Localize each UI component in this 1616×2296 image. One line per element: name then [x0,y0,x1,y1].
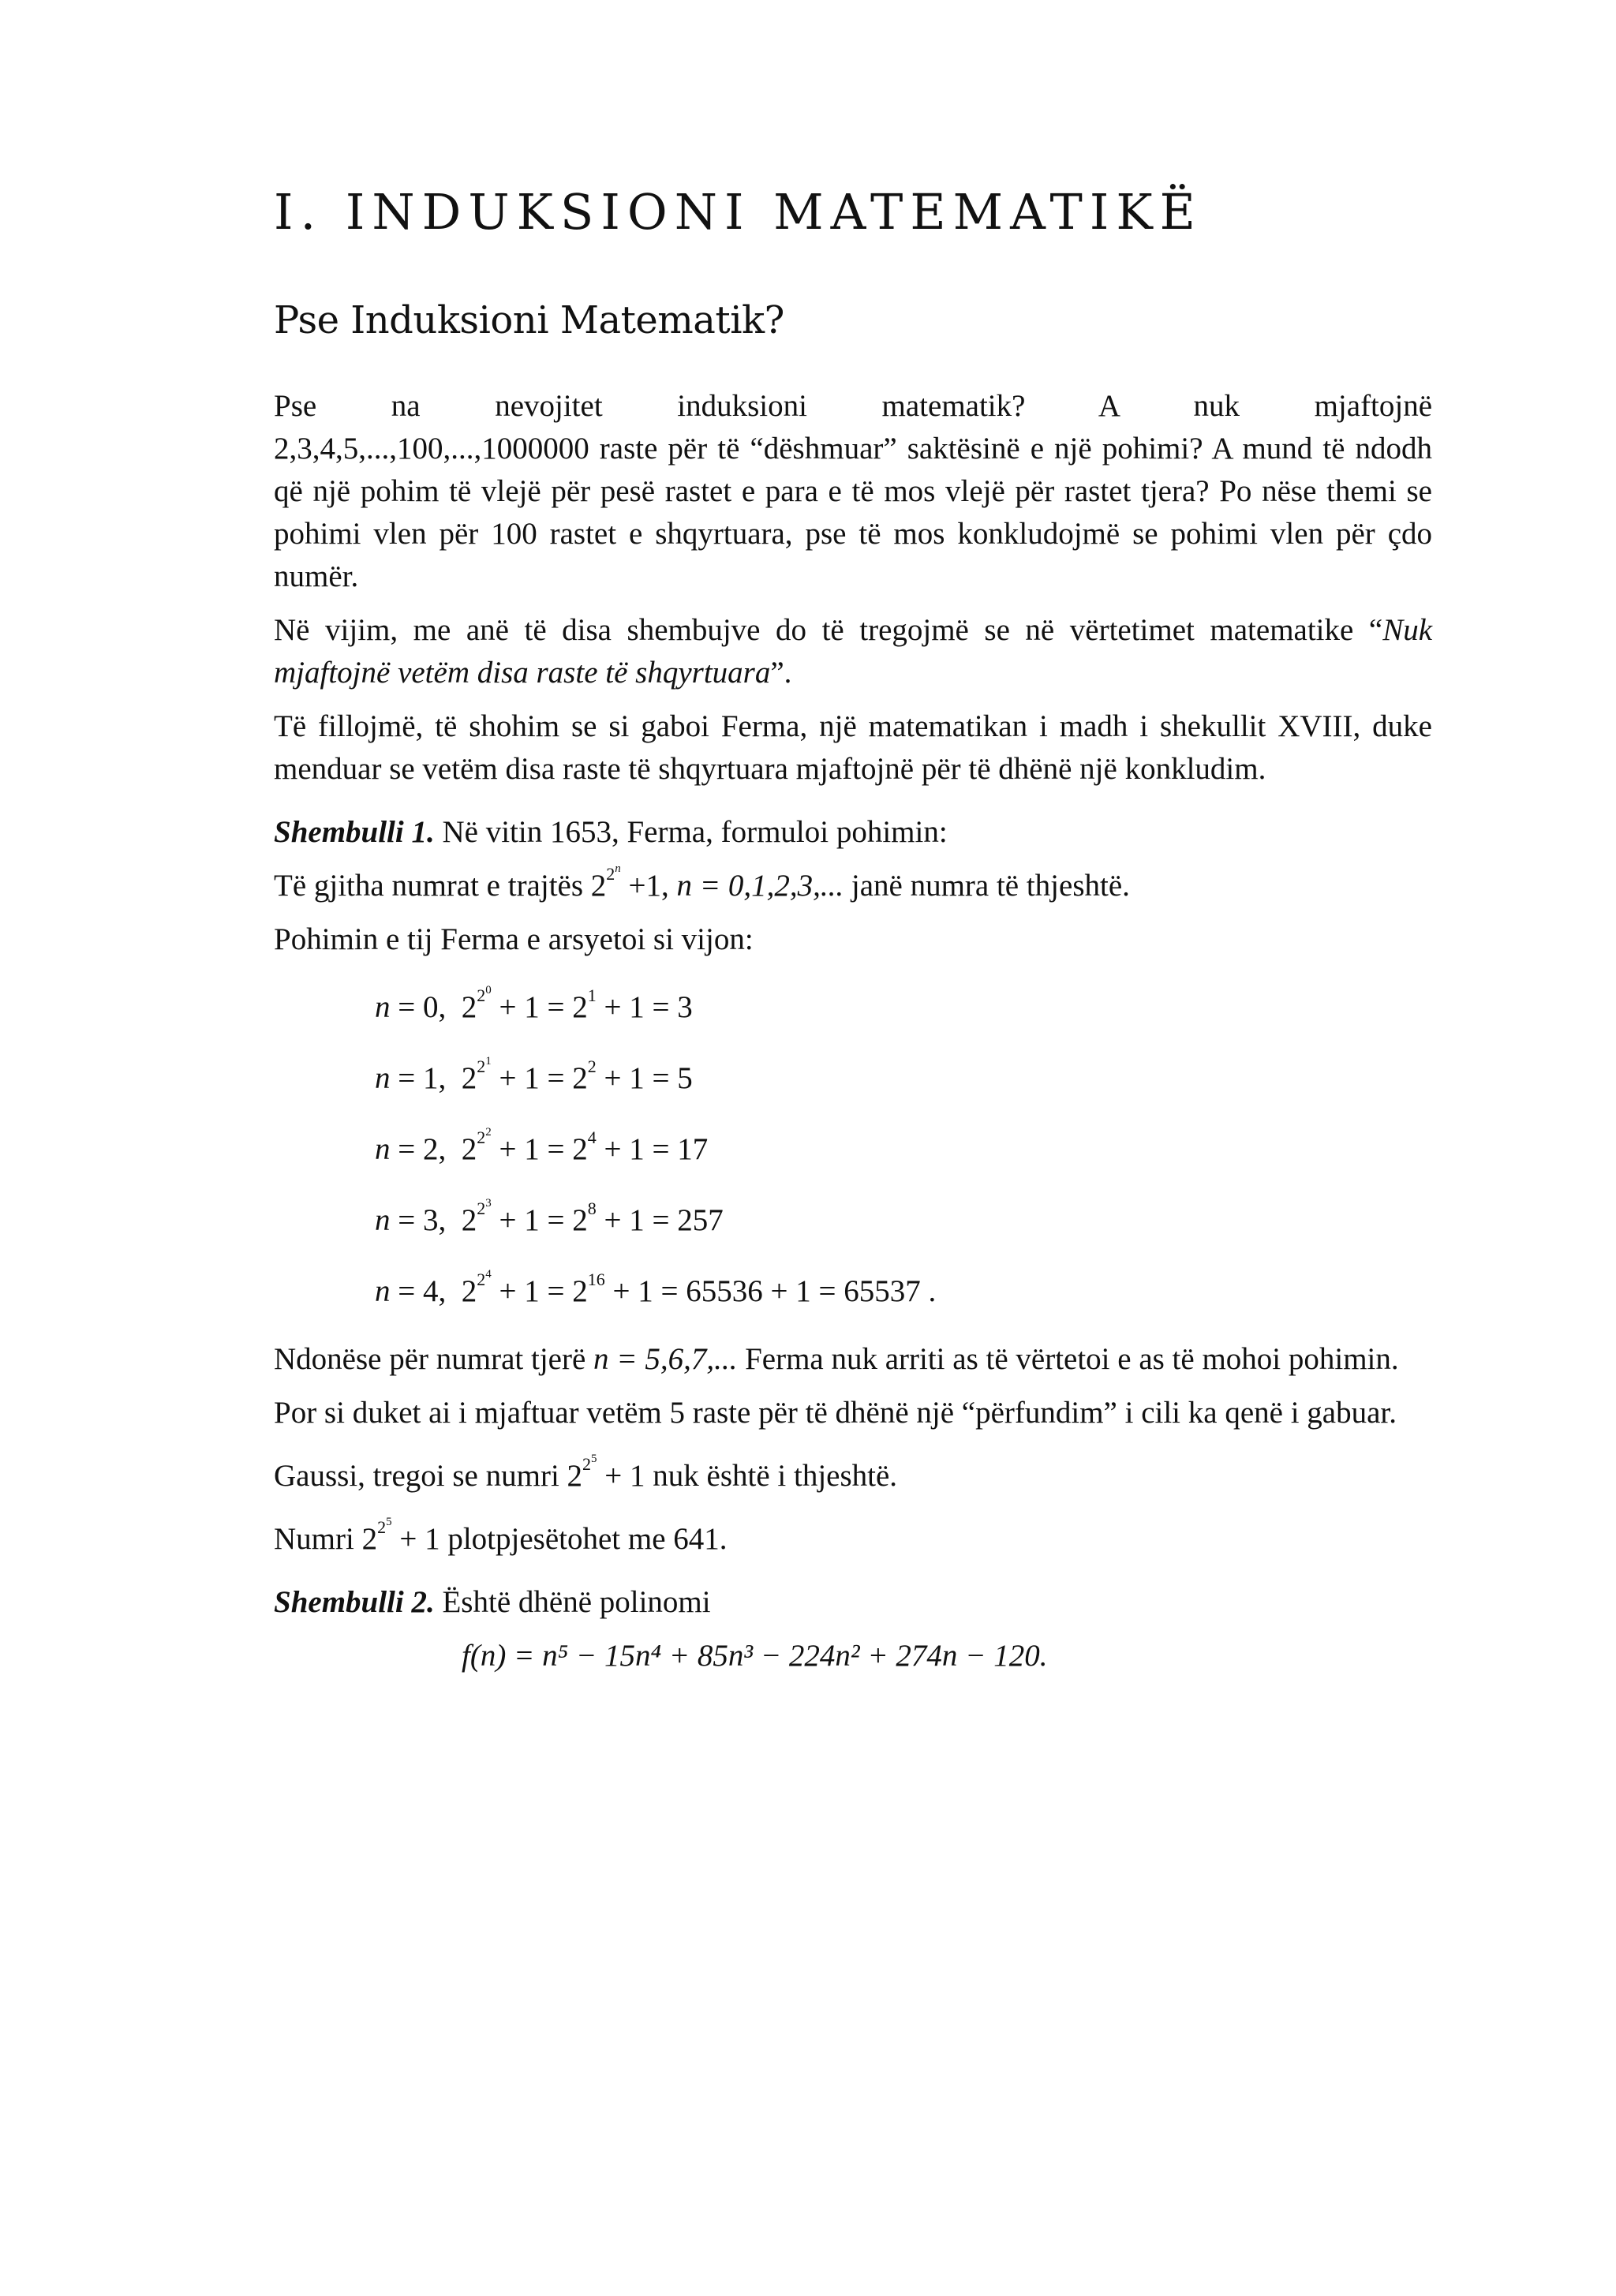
paragraph-ndonese: Ndonëse për numrat tjerë n = 5,6,7,... Ferma nuk arriti as të vërtetoi e as të mohoi pohimin. [274,1342,1399,1376]
section-title: Pse Induksioni Matematik? [274,298,784,342]
fermat-equations [375,972,1432,1327]
paragraph-numri: Numri $2^{2^5} + 1$ plotpjesëtohet me 641. [274,1516,728,1556]
fermat-number-5b: $2^{2^5} + 1$ [361,1516,440,1556]
paragraph-3: Të fillojmë, të shohim se si gaboi Ferma, një matematikan i madh i shekullit XVIII, duke menduar se vetëm disa raste të shqyrtuara mjaftojnë për të dhënë një konkludim. [274,709,1432,786]
example-2-intro: Shembulli 2. Është dhënë polinomi [274,1585,711,1619]
example-2-label: Shembulli 2. [274,1585,435,1619]
cases-list: 2,3,4,5,...,100,...,1000000 [274,432,589,466]
fermat-claim: Të gjitha numrat e trajtës $2^{2^n} +1$, n = 0,1,2,3,... janë numra të thjeshtë. [274,862,1130,903]
fermat-reasoning: Pohimin e tij Ferma e arsyetoi si vijon: [274,922,754,956]
italic-quote: Nuk mjaftojnë vetëm disa raste të shqyrtuara [274,613,1433,690]
paragraph-gauss: Gaussi, tregoi se numri $2^{2^5} + 1$ nuk është i thjeshtë. [274,1453,898,1493]
fermat-formula: $2^{2^n} +1$, [590,862,669,903]
paragraph-2: Në vijim, me anë të disa shembujve do të tregojmë se në vërtetimet matematike “Nuk mjaftojnë vetëm disa raste të shqyrtuara”. [274,613,1433,690]
equation-row: n = 3, $2^{2^3} + 1 = 2^8 + 1 = 257$ [375,1197,724,1237]
example-1-intro: Shembulli 1. Në vitin 1653, Ferma, formuloi pohimin: [274,815,948,849]
chapter-title: I. INDUKSIONI MATEMATIKË [274,183,1203,241]
intro-paragraph: 2,3,4,5,...,100,...,1000000 raste për të “dëshmuar” saktësinë e një pohimi? A mund të ndodh që një pohim të vlejë për pesë rastet e para e të mos vlejë për rastet tjera? Po nëse themi se pohimi vlen për 100 rastet e shqyrtuara, pse të mos konkludojmë se pohimi vlen për çdo numër. [274,432,1432,593]
body-text [274,385,1432,1677]
equation-row: n = 4, $2^{2^4} + 1 = 2^{16} + 1 = 65536 + 1 = 65537$ . [375,1268,937,1308]
paragraph-por: Por si duket ai i mjaftuar vetëm 5 raste për të dhënë një “përfundim” i cili ka qenë i gabuar. [274,1396,1397,1430]
equation-row: n = 0, $2^{2^0} + 1 = 2^1 + 1 = 3$ [375,984,693,1024]
n-range: n = 0,1,2,3,... [676,869,844,903]
equation-row: n = 1, $2^{2^1} + 1 = 2^2 + 1 = 5$ [375,1055,693,1095]
fermat-number-5: $2^{2^5} + 1$ [567,1453,645,1493]
example-1-label: Shembulli 1. [274,815,435,849]
equation-row: n = 2, $2^{2^2} + 1 = 2^4 + 1 = 17$ [375,1126,709,1166]
polynomial: f(n) = n⁵ − 15n⁴ + 85n³ − 224n² + 274n − 120. [462,1639,1048,1673]
intro-line-1: Pse na nevojitet induksioni matematik? A nuk mjaftojnë [274,389,1433,423]
